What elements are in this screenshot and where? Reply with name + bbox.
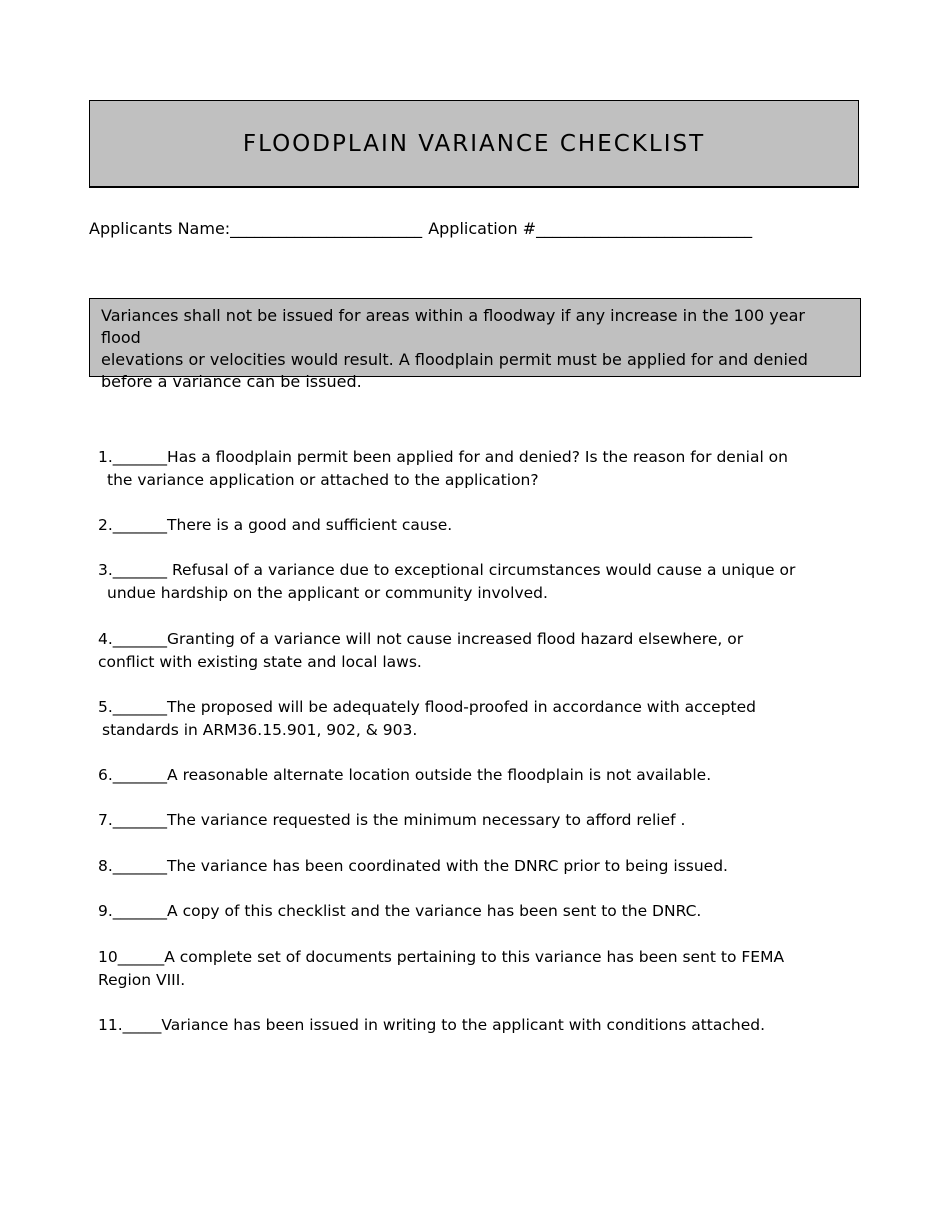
checklist-item-text: 3._______ Refusal of a variance due to exceptional circumstances would cause a unique or [98,561,796,579]
checklist-item-text: 10______A complete set of documents pertaining to this variance has been sent to FEMA [98,948,785,966]
checklist-item-continuation: Region VIII. [98,970,186,989]
checklist-item-text: 1._______Has a floodplain permit been applied for and denied? Is the reason for denial on [98,448,788,466]
notice-line: elevations or velocities would result. A floodplain permit must be applied for and denied [101,350,808,369]
checklist-item-6 [98,764,818,787]
notice-line: Variances shall not be issued for areas within a floodway if any increase in the 100 year flood [101,306,805,347]
checklist-item-text: 6._______A reasonable alternate location outside the floodplain is not available. [98,766,712,784]
checklist-item-continuation: undue hardship on the applicant or community involved. [107,583,548,602]
checklist-item-10 [98,946,818,991]
checklist-item-5 [98,696,818,741]
checklist-item-1 [98,446,818,491]
checklist-item-7 [98,809,818,832]
checklist-item-8 [98,855,818,878]
checklist-item-text: 5._______The proposed will be adequately flood-proofed in accordance with accepted [98,698,756,716]
checklist-item-3 [98,559,818,604]
applicant-info-row [89,219,752,238]
checklist-item-2 [98,514,818,537]
checklist-item-continuation: conflict with existing state and local laws. [98,652,422,671]
page-title: FLOODPLAIN VARIANCE CHECKLIST [242,130,706,157]
checklist-item-4 [98,628,818,673]
checklist-item-9 [98,900,818,923]
notice-line: before a variance can be issued. [101,372,362,391]
checklist-item-text: 2._______There is a good and sufficient cause. [98,516,453,534]
variance-notice [89,298,861,391]
checklist-item-text: 9._______A copy of this checklist and the variance has been sent to the DNRC. [98,902,702,920]
applicant-name-field: Applicants Name:________________________ [89,219,423,238]
checklist-item-continuation: standards in ARM36.15.901, 902, & 903. [102,720,418,739]
checklist-item-continuation: the variance application or attached to the application? [107,470,539,489]
checklist-item-text: 7._______The variance requested is the minimum necessary to afford relief . [98,811,686,829]
checklist-item-text: 4._______Granting of a variance will not cause increased flood hazard elsewhere, or [98,630,744,648]
title-banner [89,100,859,188]
checklist-item-text: 8._______The variance has been coordinated with the DNRC prior to being issued. [98,857,728,875]
checklist-item-11 [98,1014,818,1037]
application-number-field: Application #___________________________ [428,219,753,238]
checklist-item-text: 11._____Variance has been issued in writing to the applicant with conditions attached. [98,1016,766,1034]
